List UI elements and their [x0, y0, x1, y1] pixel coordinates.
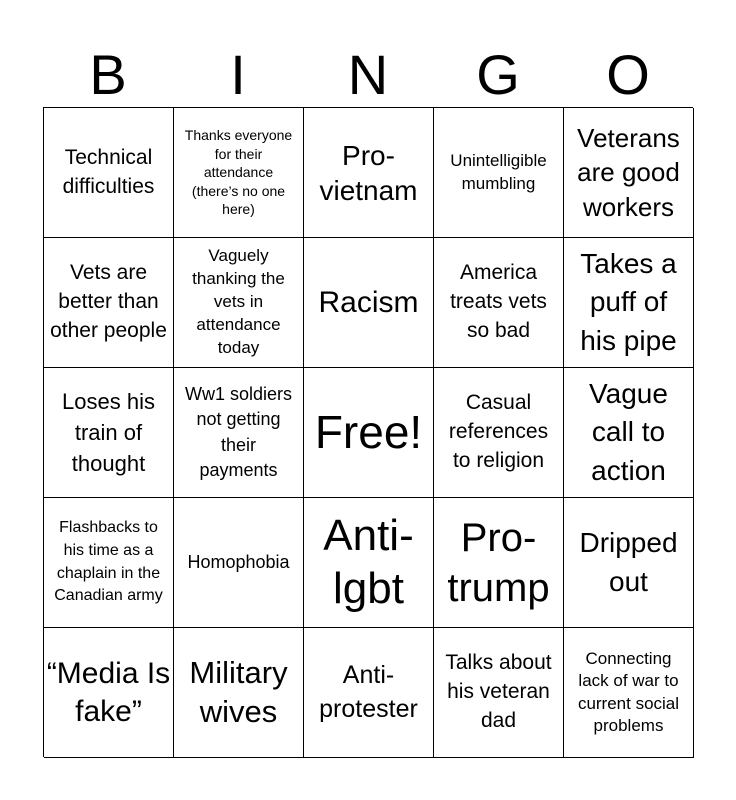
bingo-header: [43, 42, 693, 108]
bingo-cell[interactable]: Takes a puff of his pipe: [564, 238, 694, 368]
header-letter-o: O: [606, 43, 650, 106]
bingo-cell[interactable]: Dripped out: [564, 498, 694, 628]
bingo-cell[interactable]: Anti-protester: [304, 628, 434, 758]
bingo-cell[interactable]: Casual references to religion: [434, 368, 564, 498]
bingo-cell[interactable]: Racism: [304, 238, 434, 368]
bingo-cell[interactable]: Anti-lgbt: [304, 498, 434, 628]
bingo-cell[interactable]: Ww1 soldiers not getting their payments: [174, 368, 304, 498]
header-letter-i: I: [230, 43, 246, 106]
bingo-cell[interactable]: Vaguely thanking the vets in attendance today: [174, 238, 304, 368]
bingo-cell[interactable]: America treats vets so bad: [434, 238, 564, 368]
bingo-cell[interactable]: “Media Is fake”: [44, 628, 174, 758]
bingo-cell[interactable]: Unintelligible mumbling: [434, 108, 564, 238]
bingo-cell[interactable]: Pro-trump: [434, 498, 564, 628]
header-letter-n: N: [347, 43, 389, 106]
bingo-cell[interactable]: Connecting lack of war to current social problems: [564, 628, 694, 758]
bingo-cell[interactable]: Talks about his veteran dad: [434, 628, 564, 758]
bingo-cell[interactable]: Military wives: [174, 628, 304, 758]
bingo-cell[interactable]: Pro-vietnam: [304, 108, 434, 238]
free-space-cell[interactable]: Free!: [304, 368, 434, 498]
bingo-cell[interactable]: Loses his train of thought: [44, 368, 174, 498]
header-letter-b: B: [89, 43, 127, 106]
bingo-cell[interactable]: Technical difficulties: [44, 108, 174, 238]
bingo-board: [43, 107, 693, 757]
bingo-cell[interactable]: Vague call to action: [564, 368, 694, 498]
bingo-cell[interactable]: Homophobia: [174, 498, 304, 628]
bingo-cell[interactable]: Veterans are good workers: [564, 108, 694, 238]
header-letter-g: G: [476, 43, 520, 106]
bingo-cell[interactable]: Thanks everyone for their attendance (there’s no one here): [174, 108, 304, 238]
bingo-cell[interactable]: Vets are better than other people: [44, 238, 174, 368]
bingo-cell[interactable]: Flashbacks to his time as a chaplain in the Canadian army: [44, 498, 174, 628]
